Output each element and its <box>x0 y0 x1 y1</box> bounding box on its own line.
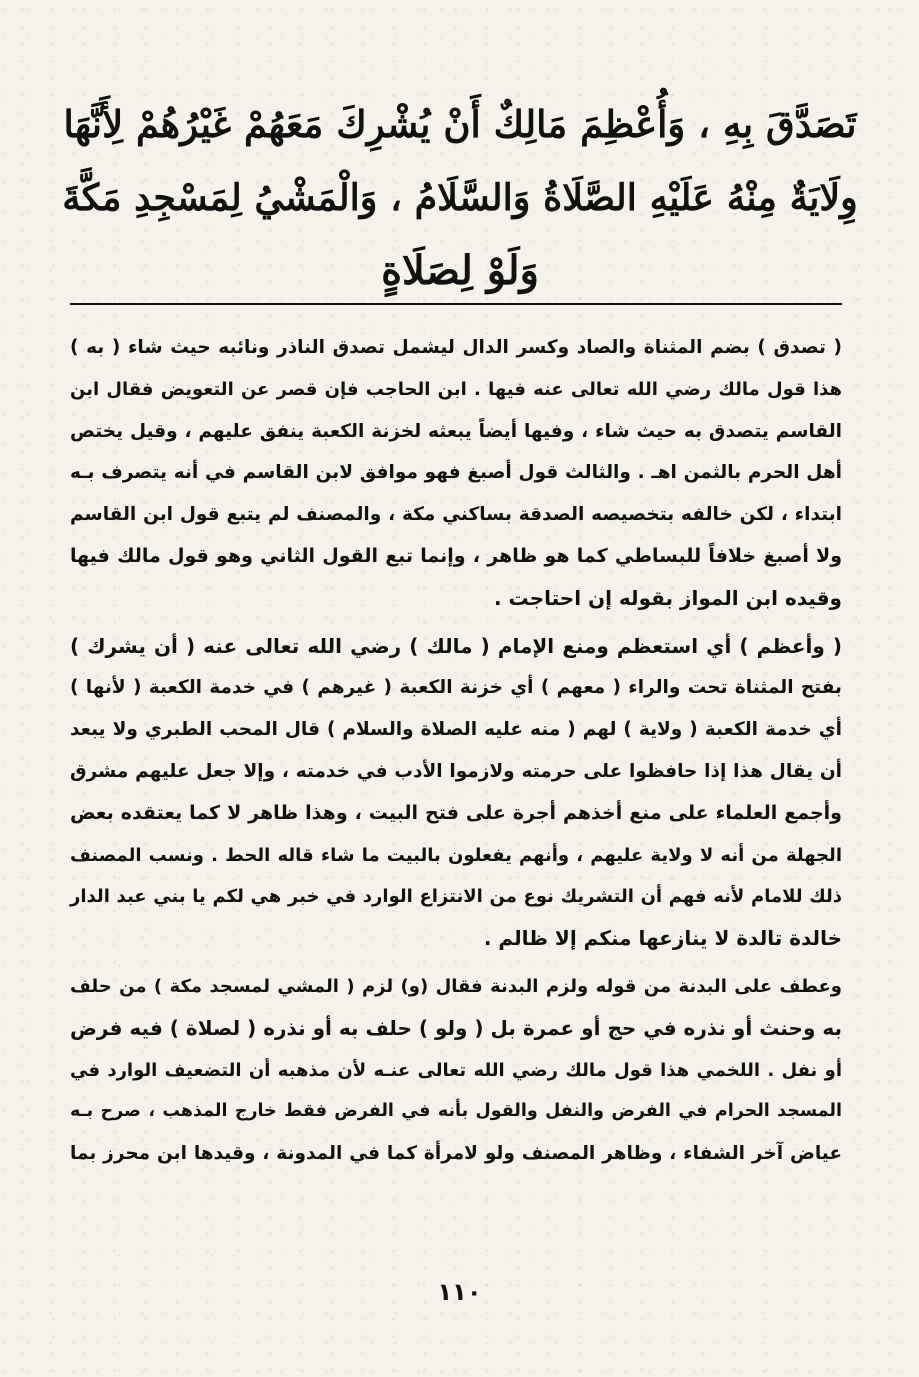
matn-text <box>60 88 860 307</box>
matn-line: وِلَايَةٌ مِنْهُ عَلَيْهِ الصَّلَاةُ وَالسَّلَامُ ، وَالْمَشْيُ لِمَسْجِدِ مَكَّةَ <box>62 176 858 219</box>
commentary-text <box>70 327 842 1181</box>
commentary-line: أي خدمة الكعبة ( ولاية ) لهم ( منه عليه الصلاة والسلام ) قال المحب الطبري ولا يبعد <box>70 719 842 741</box>
commentary-line: خالدة تالدة لا ينازعها منكم إلا ظالم . <box>483 926 842 951</box>
commentary-line: ( وأعظم ) أي استعظم ومنع الإمام ( مالك ) رضي الله تعالى عنه ( أن يشرك ) <box>70 633 842 658</box>
commentary-line: ( تصدق ) بضم المثناة والصاد وكسر الدال ليشمل تصدق الناذر ونائبه حيث شاء ( به ) <box>70 337 842 358</box>
commentary-paragraph <box>70 626 842 960</box>
commentary-line: وعطف على البدنة من قوله ولزم البدنة فقال (و) لزم ( المشي لمسجد مكة ) من حلف <box>70 975 842 997</box>
commentary-paragraph <box>70 966 842 1175</box>
commentary-line: بفتح المثناة تحت والراء ( معهم ) أي خزنة الكعبة ( غيرهم ) في خدمة الكعبة ( لأنها ) <box>70 677 842 699</box>
commentary-line: أو نفل . اللخمي هذا قول مالك رضي الله تعالى عنـه لأن مذهبه أن التضعيف الوارد في <box>70 1059 842 1081</box>
commentary-line: أن يقال هذا إذا حافظوا على حرمته ولازموا الأدب في خدمته ، وإلا جعل عليهم مشرق <box>70 760 842 782</box>
commentary-line: ابتداء ، لكن خالفه بتخصيصه الصدقة بساكني مكة ، والمصنف لم يتبع قول ابن القاسم <box>70 504 842 526</box>
commentary-paragraph <box>70 327 842 620</box>
commentary-line: هذا قول مالك رضي الله تعالى عنه فيها . ابن الحاجب فإن قصر عن التعويض فقال ابن <box>70 378 842 400</box>
commentary-line: وقيده ابن المواز بقوله إن احتاجت . <box>493 585 842 610</box>
horizontal-rule <box>70 303 842 305</box>
commentary-line: أهل الحرم بالثمن اهـ . والثالث قول أصبغ فهو موافق لابن القاسم في أنه يتصرف بـه <box>70 462 842 484</box>
page-number: ١١٠ <box>437 1278 482 1306</box>
commentary-line: الجهلة من أنه لا ولاية عليهم ، وأنهم يفعلون بالبيت ما شاء قاله الحط . ونسب المصنف <box>70 844 842 866</box>
commentary-line: وأجمع العلماء على منع أخذهم أجرة على فتح البيت ، وهذا ظاهر لا كما يعتقده بعض <box>70 801 842 824</box>
commentary-line: القاسم يتصدق به حيث شاء ، وفيها أيضاً يبعثه لخزنة الكعبة ينفق عليهم ، وقيل يختص <box>70 420 842 442</box>
commentary-line: ذلك للامام لأنه فهم أن التشريك نوع من الانتزاع الوارد في خبر هي لكم يا بني عبد الدار <box>70 886 842 908</box>
matn-line: وَلَوْ لِصَلَاةٍ <box>381 247 539 294</box>
matn-line: تَصَدَّقَ بِهِ ، وَأُعْظِمَ مَالِكٌ أَنْ يُشْرِكَ مَعَهُمْ غَيْرُهُمْ لِأَنَّهَا <box>63 102 857 146</box>
commentary-line: ولا أصبغ خلافاً للبساطي كما هو ظاهر ، وإنما تبع القول الثاني وهو قول مالك فيها <box>70 544 842 567</box>
commentary-line: به وحنث أو نذره في حج أو عمرة بل ( ولو ) حلف به أو نذره ( لصلاة ) فيه فرض <box>70 1015 842 1040</box>
commentary-line: المسجد الحرام في الفرض والنفل والقول بأنه في الفرض فقط خارج المذهب ، صرح بـه <box>70 1101 842 1122</box>
commentary-line: عياض آخر الشفاء ، وظاهر المصنف ولو لامرأة كما في المدونة ، وقيدها ابن محرز بما <box>70 1143 842 1165</box>
